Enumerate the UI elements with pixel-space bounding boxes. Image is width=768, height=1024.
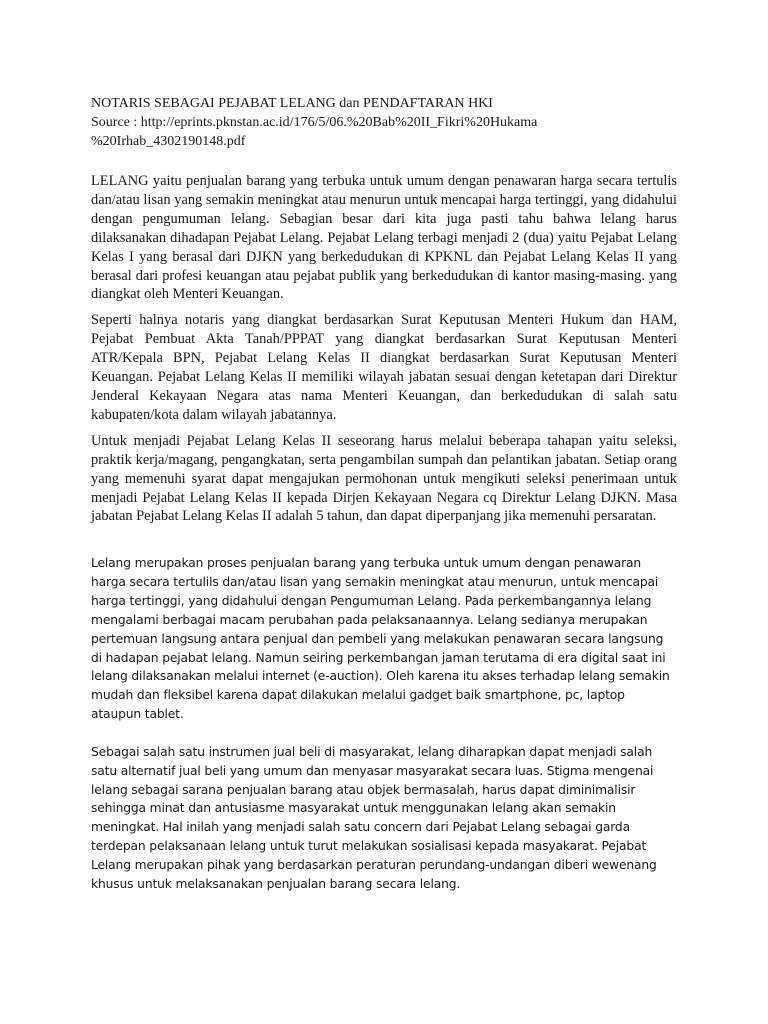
paragraph-lelang-process: Lelang merupakan proses penjualan barang yang terbuka untuk umum dengan penawaran harga secara tertulils dan/atau lisan yang semakin meningkat atau menurun, untuk mencapai harga tertinggi, yang didahului dengan Pengumuman Lelang. Pada perkembangannya lelang mengalami berbagai macam perubahan pada pelaksanaannya. Lelang sedianya merupakan pertemuan langsung antara penjual dan pembeli yang melakukan penawaran secara langsung di hadapan pejabat lelang. Namun seiring perkembangan jaman terutama di era digital saat ini lelang dilaksanakan melalui internet (e-auction). Oleh karena itu akses terhadap lelang semakin mudah dan fleksibel karena dapat dilakukan melalui gadget baik smartphone, pc, laptop ataupun tablet. — [91, 556, 670, 722]
section-sans-text — [91, 554, 671, 913]
document-header — [91, 94, 691, 151]
section-serif-text — [91, 172, 677, 533]
paragraph-lelang-instrument: Sebagai salah satu instrumen jual beli di masyarakat, lelang diharapkan dapat menjadi salah satu alternatif jual beli yang umum dan menyasar masyarakat secara luas. Stigma mengenai lelang sebagai sarana penjualan barang atau objek bermasalah, harus dapat diminimalisir sehingga minat dan antusiasme masyarakat untuk menggunakan lelang akan semakin meningkat. Hal inilah yang menjadi salah satu concern dari Pejabat Lelang sebagai garda terdepan pelaksanaan lelang untuk turut melakukan sosialisasi kepada masyakarat. Pejabat Lelang merupakan pihak yang berdasarkan peraturan perundang-undangan diberi wewenang khusus untuk melaksanakan penjualan barang secara lelang. — [91, 744, 657, 892]
document-title: NOTARIS SEBAGAI PEJABAT LELANG dan PENDAFTARAN HKI — [91, 96, 493, 111]
paragraph-requirements: Untuk menjadi Pejabat Lelang Kelas II seseorang harus melalui beberapa tahapan yaitu seleksi, praktik kerja/magang, pengangkatan, serta pengambilan sumpah dan pelantikan jabatan. Setiap orang yang memenuhi syarat dapat mengajukan permohonan untuk mengikuti seleksi penerimaan untuk menjadi Pejabat Lelang Kelas II kepada Dirjen Kekayaan Negara cq Direktur Lelang DJKN. Masa jabatan Pejabat Lelang Kelas II adalah 5 tahun, dan dapat diperpanjang jika memenuhi persaratan. — [91, 432, 677, 525]
source-line-1: Source : http://eprints.pknstan.ac.id/176/5/06.%20Bab%20II_Fikri%20Hukama — [91, 115, 538, 130]
source-line-2: %20Irhab_4302190148.pdf — [91, 134, 246, 149]
paragraph-lelang-definition: LELANG yaitu penjualan barang yang terbuka untuk umum dengan penawaran harga secara tertulis dan/atau lisan yang semakin meningkat atau menurun untuk mencapai harga tertinggi, yang didahului dengan pengumuman lelang. Sebagian besar dari kita juga pasti tahu bahwa lelang harus dilaksanakan dihadapan Pejabat Lelang. Pejabat Lelang terbagi menjadi 2 (dua) yaitu Pejabat Lelang Kelas I yang berasal dari DJKN yang berkedudukan di KPKNL dan Pejabat Lelang Kelas II yang berasal dari profesi keuangan atau pejabat publik yang berkedudukan di kantor masing-masing. yang diangkat oleh Menteri Keuangan. — [91, 173, 677, 303]
paragraph-appointment: Seperti halnya notaris yang diangkat berdasarkan Surat Keputusan Menteri Hukum dan HAM, Pejabat Pembuat Akta Tanah/PPPAT yang diangkat berdasarkan Surat Keputusan Menteri ATR/Kepala BPN, Pejabat Lelang Kelas II diangkat berdasarkan Surat Keputusan Menteri Keuangan. Pejabat Lelang Kelas II memiliki wilayah jabatan sesuai dengan ketetapan dari Direktur Jenderal Kekayaan Negara atas nama Menteri Keuangan, dan berkedudukan di salah satu kabupaten/kota dalam wilayah jabatannya. — [91, 312, 677, 423]
